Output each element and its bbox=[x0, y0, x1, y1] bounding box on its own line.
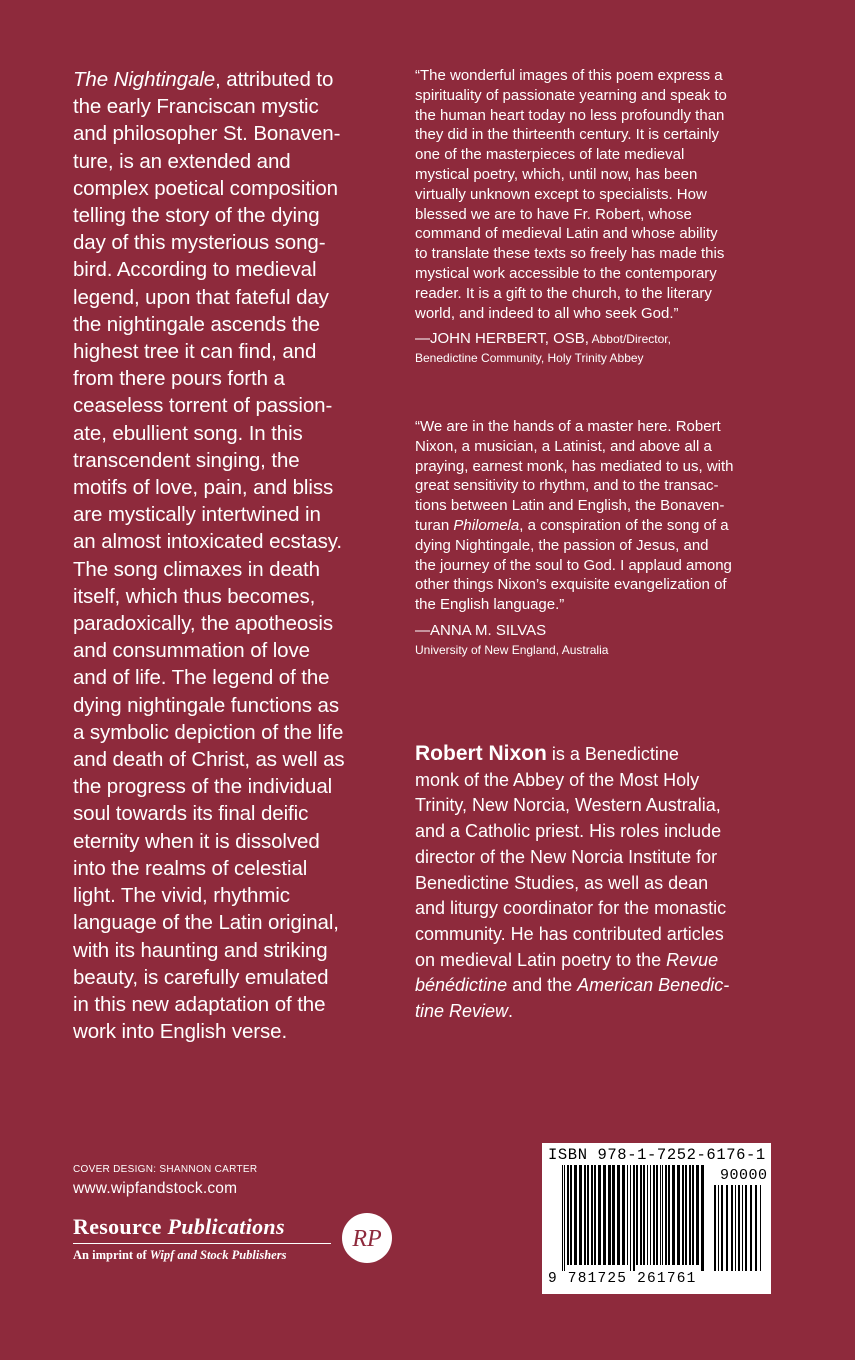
barcode-bar bbox=[662, 1165, 663, 1265]
endorsement-1-role: Abbot/Director, bbox=[588, 332, 671, 347]
barcode-bar bbox=[562, 1165, 563, 1271]
bio-italic-2: American Benedic- tine Review bbox=[415, 975, 730, 1022]
barcode-addon-bar bbox=[742, 1185, 743, 1271]
price-code: 90000 bbox=[720, 1167, 768, 1184]
barcode-bar bbox=[603, 1165, 606, 1265]
barcode-bar bbox=[627, 1165, 628, 1265]
barcode-bar bbox=[612, 1165, 615, 1265]
book-title: The Nightingale bbox=[73, 68, 216, 91]
barcode-bar bbox=[643, 1165, 645, 1265]
ean-digits: 9 781725 261761 bbox=[548, 1271, 697, 1287]
barcode-bar bbox=[587, 1165, 589, 1265]
cover-design-credit: COVER DESIGN: SHANNON CARTER bbox=[73, 1164, 258, 1175]
bio-text-b: and the bbox=[507, 975, 578, 996]
publisher-block bbox=[73, 1214, 331, 1263]
bio-text-c: . bbox=[508, 1001, 514, 1022]
endorsement-1-name: —JOHN HERBERT, OSB, bbox=[415, 330, 589, 348]
rp-logo-letters: RP bbox=[352, 1226, 382, 1252]
barcode-bar bbox=[672, 1165, 675, 1265]
bio-italic-1: Revue bénédictine bbox=[415, 949, 719, 996]
imprint-prefix: An imprint of bbox=[73, 1248, 150, 1262]
barcode-bar bbox=[656, 1165, 658, 1265]
barcode-addon-bar bbox=[735, 1185, 736, 1271]
barcode-bar bbox=[647, 1165, 648, 1265]
barcode bbox=[542, 1143, 771, 1294]
barcode-bar bbox=[660, 1165, 661, 1265]
barcode-addon-bar bbox=[745, 1185, 747, 1271]
barcode-bar bbox=[689, 1165, 691, 1265]
endorsement-1-attribution bbox=[415, 329, 760, 349]
barcode-addon-bar bbox=[714, 1185, 716, 1271]
barcode-bar bbox=[653, 1165, 655, 1265]
author-bio bbox=[415, 741, 765, 1025]
barcode-addon-bar bbox=[755, 1185, 757, 1271]
publisher-name bbox=[73, 1214, 331, 1240]
barcode-bar bbox=[696, 1165, 699, 1265]
barcode-bar bbox=[682, 1165, 684, 1265]
barcode-bar bbox=[570, 1165, 572, 1265]
barcode-bar bbox=[636, 1165, 638, 1265]
endorsement-1 bbox=[415, 66, 760, 367]
barcode-bar bbox=[668, 1165, 670, 1265]
barcode-bar bbox=[574, 1165, 577, 1265]
publisher-name-part2: Publications bbox=[167, 1214, 285, 1239]
barcode-bar bbox=[591, 1165, 593, 1265]
barcode-bar bbox=[692, 1165, 694, 1265]
publisher-website[interactable]: www.wipfandstock.com bbox=[73, 1180, 238, 1197]
barcode-bar bbox=[579, 1165, 582, 1265]
barcode-bar bbox=[665, 1165, 667, 1265]
imprint-name: Wipf and Stock Publishers bbox=[149, 1248, 287, 1262]
barcode-bar bbox=[598, 1165, 601, 1265]
publisher-name-part1: Resource bbox=[73, 1214, 168, 1239]
description-text bbox=[73, 66, 383, 1045]
barcode-bar bbox=[630, 1165, 631, 1271]
endorsement-2-name: —ANNA M. SILVAS bbox=[415, 621, 547, 639]
publisher-imprint bbox=[73, 1248, 331, 1263]
barcode-bar bbox=[701, 1165, 704, 1271]
endorsement-2-italic: Philomela bbox=[453, 516, 520, 534]
barcode-addon-bar bbox=[718, 1185, 719, 1271]
barcode-bar bbox=[608, 1165, 611, 1265]
barcode-bar bbox=[584, 1165, 586, 1265]
isbn-label: ISBN 978-1-7252-6176-1 bbox=[548, 1146, 766, 1164]
barcode-addon-bar bbox=[738, 1185, 740, 1271]
barcode-addon-bar bbox=[750, 1185, 752, 1271]
barcode-bar bbox=[594, 1165, 596, 1265]
endorsement-2-quote bbox=[415, 417, 760, 615]
bio-text-a: is a Benedictine monk of the Abbey of the Most Holy Trinity, New Norcia, Western Australia, and a Catholic priest. His roles include director of the New Norcia Institute for Benedictine Studies, as well as dean and liturgy coordinator for the monastic community. He has contributed articles on medieval Latin poetry to the bbox=[415, 744, 727, 970]
barcode-addon-bar bbox=[731, 1185, 733, 1271]
barcode-bar bbox=[677, 1165, 680, 1265]
barcode-addon-bar bbox=[726, 1185, 728, 1271]
barcode-bar bbox=[650, 1165, 651, 1265]
description-body: , attributed to the early Franciscan mystic and philosopher St. Bonaven- ture, is an extended and complex poetical composition telling the story of the dying day of this mysterious song- bird. According to medieval legend, upon that fateful day the nightingale ascends the highest tree it can find, and from there pours forth a ceaseless torrent of passion- ate, ebullient song. In this transcendent singing, the motifs of love, pain, and bliss are mystically intertwined in an almost intoxicated ecstasy. The song climaxes in death itself, which thus becomes, paradoxically, the apotheosis and consummation of love and of life. The legend of the dying nightingale functions as a symbolic depiction of the life and death of Christ, as well as the progress of the individual soul towards its final deific eternity when it is dissolved into the realms of celestial light. The vivid, rhythmic language of the Latin original, with its haunting and striking beauty, is carefully emulated in this new adaptation of the work into English verse. bbox=[73, 68, 345, 1044]
publisher-divider bbox=[73, 1243, 331, 1244]
endorsement-2-affiliation: University of New England, Australia bbox=[415, 642, 609, 657]
endorsement-1-affiliation: Benedictine Community, Holy Trinity Abbey bbox=[415, 351, 644, 366]
author-name: Robert Nixon bbox=[415, 742, 547, 765]
barcode-bar bbox=[685, 1165, 687, 1265]
barcode-addon-bar bbox=[721, 1185, 723, 1271]
endorsement-2-text-b: , a conspiration of the song of a dying Nightingale, the passion of Jesus, and the journey of the soul to God. I applaud among other things Nixon’s exquisite evangelization of the English language.” bbox=[415, 516, 732, 614]
rp-logo-icon bbox=[341, 1212, 393, 1264]
barcode-bar bbox=[633, 1165, 635, 1271]
endorsement-2-text-a: “We are in the hands of a master here. Robert Nixon, a musician, a Latinist, and above all a praying, earnest monk, has mediated to us, with great sensitivity to rhythm, and to the transac- tions between Latin and English, the Bonaven- turan bbox=[415, 418, 734, 534]
barcode-addon-bar bbox=[760, 1185, 761, 1271]
barcode-bar bbox=[622, 1165, 625, 1265]
barcode-bar bbox=[567, 1165, 569, 1265]
endorsement-1-quote: “The wonderful images of this poem express a spirituality of passionate yearning and speak to the human heart today no less profoundly than they did in the thirteenth century. It is certainly one of the masterpieces of late medieval mystical poetry, which, until now, has been virtually unknown except to specialists. How blessed we are to have Fr. Robert, whose command of medieval Latin and whose ability to translate these texts so freely has made this mystical work accessible to the contemporary reader. It is a gift to the church, to the literary world, and indeed to all who seek God.” bbox=[415, 67, 727, 322]
barcode-bar bbox=[617, 1165, 620, 1265]
barcode-bar bbox=[640, 1165, 642, 1265]
barcode-bar bbox=[564, 1165, 565, 1271]
endorsement-2 bbox=[415, 417, 760, 659]
